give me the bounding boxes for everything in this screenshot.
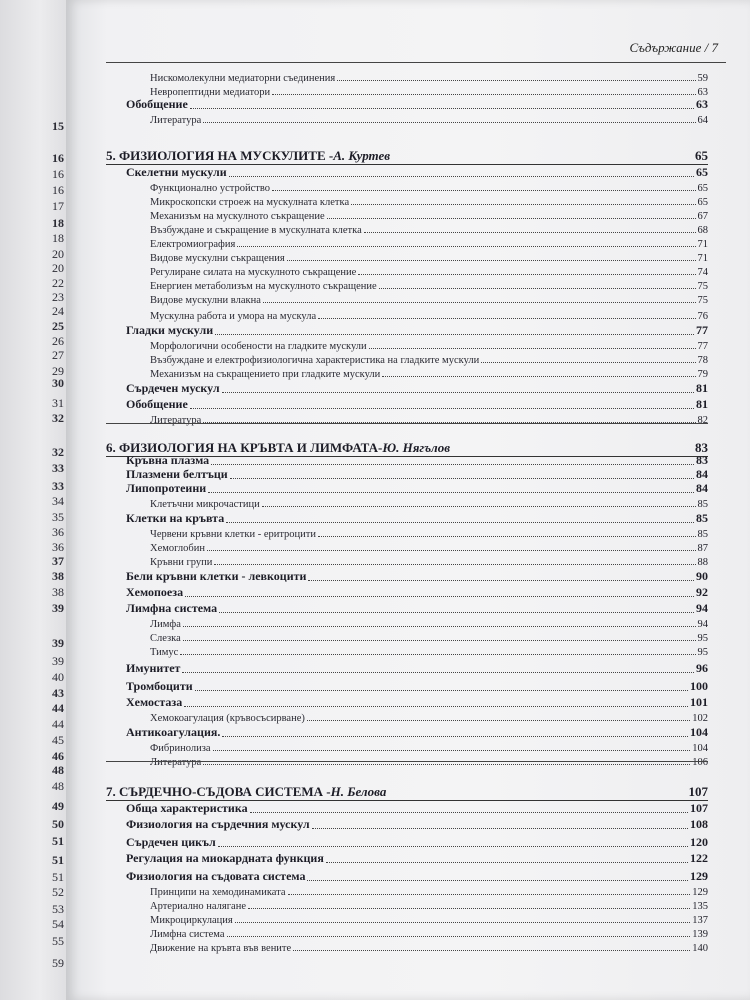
toc-leader-dots	[382, 376, 695, 377]
toc-entry-title: Обобщение	[126, 397, 188, 411]
left-page-number: 36	[52, 525, 64, 539]
book-page	[66, 0, 750, 1000]
toc-leader-dots	[481, 362, 695, 363]
toc-page-number: 104	[690, 725, 708, 739]
toc-page-number: 75	[697, 281, 708, 292]
left-page-number: 24	[52, 304, 64, 318]
toc-leader-dots	[337, 80, 695, 81]
toc-page-number: 81	[696, 381, 708, 395]
left-page-number: 16	[52, 167, 64, 181]
toc-section-entry[interactable]	[106, 850, 708, 866]
toc-leader-dots	[214, 564, 695, 565]
left-page-number: 32	[52, 411, 64, 425]
toc-page-number: 94	[696, 601, 708, 615]
left-page-number: 48	[52, 779, 64, 793]
left-page-number: 17	[52, 199, 64, 213]
toc-subsection-entry[interactable]	[106, 110, 708, 126]
toc-page-number: 71	[697, 239, 708, 250]
toc-page-number: 129	[690, 869, 708, 883]
toc-page-number: 104	[692, 743, 708, 754]
toc-leader-dots	[364, 232, 696, 233]
left-page-number: 59	[52, 956, 64, 970]
toc-entry-title: Микроциркулация	[150, 915, 233, 926]
toc-entry-title: Литература	[150, 757, 202, 768]
chapter-divider	[106, 761, 708, 762]
toc-page-number: 59	[697, 73, 708, 84]
left-page-number: 39	[52, 636, 64, 650]
toc-entry-title: Обща характеристика	[126, 801, 248, 815]
toc-entry-title: Литература	[150, 115, 202, 126]
left-page-number: 18	[52, 216, 64, 230]
toc-chapter-entry[interactable]	[106, 148, 708, 165]
toc-page-number: 81	[696, 397, 708, 411]
left-page-number: 34	[52, 494, 64, 508]
toc-leader-dots	[272, 190, 696, 191]
toc-leader-dots	[351, 204, 695, 205]
toc-entry-title: Лимфна система	[150, 929, 225, 940]
toc-page-number: 95	[697, 647, 708, 658]
toc-entry-title: Принципи на хемодинамиката	[150, 887, 286, 898]
toc-section-entry[interactable]	[106, 568, 708, 584]
toc-leader-dots	[185, 596, 694, 597]
toc-leader-dots	[250, 812, 688, 813]
left-page-number: 26	[52, 334, 64, 348]
toc-entry-title: Гладки мускули	[126, 323, 214, 337]
toc-leader-dots	[215, 334, 694, 335]
left-page-number: 51	[52, 870, 64, 884]
left-page-number: 23	[52, 290, 64, 304]
toc-page-number: 96	[696, 661, 708, 675]
toc-entry-title: Лимфна система	[126, 601, 218, 615]
toc-page-number: 107	[690, 801, 708, 815]
toc-leader-dots	[203, 122, 695, 123]
toc-page-number: 95	[697, 633, 708, 644]
toc-leader-dots	[180, 654, 695, 655]
left-page-number: 29	[52, 364, 64, 378]
left-page-number: 50	[52, 817, 64, 831]
left-page-number: 33	[52, 461, 64, 475]
toc-page-number: 101	[690, 695, 708, 709]
toc-entry-title: Бели кръвни клетки - левкоцити	[126, 569, 307, 583]
toc-entry-title: Клетки на кръвта	[126, 511, 225, 525]
toc-entry-title: 6. ФИЗИОЛОГИЯ НА КРЪВТА И ЛИМФАТА-	[106, 440, 383, 455]
toc-page-number: 77	[697, 341, 708, 352]
toc-page-number: 84	[696, 481, 708, 495]
toc-page-number: 139	[692, 929, 708, 940]
toc-entry-title: Възбуждане и съкращение в мускулната клетка	[150, 225, 362, 236]
toc-page-number: 135	[692, 901, 708, 912]
toc-leader-dots	[184, 706, 688, 707]
toc-entry-title: Скелетни мускули	[126, 165, 227, 179]
left-page-number: 53	[52, 902, 64, 916]
left-page-number: 31	[52, 396, 64, 410]
toc-page-number: 63	[697, 87, 708, 98]
toc-entry-title: Антикоагулация.	[126, 725, 221, 739]
left-page-number: 25	[52, 319, 64, 333]
left-page-number: 20	[52, 247, 64, 261]
left-page-number: 43	[52, 686, 64, 700]
toc-entry-title: Хемостаза	[126, 695, 183, 709]
toc-page-number: 78	[697, 355, 708, 366]
toc-leader-dots	[318, 318, 695, 319]
left-page-number: 55	[52, 934, 64, 948]
toc-page-number: 85	[696, 511, 708, 525]
toc-page-number: 129	[692, 887, 708, 898]
toc-page-number: 83	[696, 453, 708, 467]
toc-leader-dots	[190, 408, 694, 409]
toc-leader-dots	[263, 302, 696, 303]
toc-leader-dots	[227, 936, 691, 937]
toc-entry-title: Регулация на миокардната функция	[126, 851, 324, 865]
toc-entry-title: Физиология на сърдечния мускул	[126, 817, 310, 831]
toc-leader-dots	[237, 246, 695, 247]
toc-page-number: 74	[697, 267, 708, 278]
toc-leader-dots	[183, 626, 696, 627]
toc-entry-title: Обобщение	[126, 97, 188, 111]
toc-page-number: 87	[697, 543, 708, 554]
toc-leader-dots	[213, 750, 691, 751]
toc-leader-dots	[235, 922, 690, 923]
toc-page-number: 65	[697, 183, 708, 194]
left-page-number: 54	[52, 917, 64, 931]
toc-entry-title: Видове мускулни съкращения	[150, 253, 285, 264]
toc-page-number: 88	[697, 557, 708, 568]
toc-leader-dots	[318, 536, 695, 537]
toc-leader-dots	[358, 274, 695, 275]
toc-subsection-entry[interactable]	[106, 552, 708, 568]
toc-page-number: 71	[697, 253, 708, 264]
toc-entry-title: Морфологични особености на гладките мускули	[150, 341, 367, 352]
toc-leader-dots	[226, 522, 694, 523]
left-page-number: 32	[52, 445, 64, 459]
toc-leader-dots	[288, 894, 691, 895]
toc-leader-dots	[293, 950, 690, 951]
toc-entry-title: Клетъчни микрочастици	[150, 499, 260, 510]
toc-section-entry[interactable]	[106, 816, 708, 832]
toc-section-entry[interactable]	[106, 800, 708, 816]
left-page-number: 46	[52, 749, 64, 763]
toc-page-number: 75	[697, 295, 708, 306]
left-page-number: 35	[52, 510, 64, 524]
left-page-number: 51	[52, 853, 64, 867]
toc-page-number: 65	[695, 148, 708, 163]
toc-page-number: 92	[696, 585, 708, 599]
toc-page-number: 63	[696, 97, 708, 111]
toc-leader-dots	[229, 176, 694, 177]
toc-leader-dots	[312, 828, 688, 829]
toc-section-entry[interactable]	[106, 834, 708, 850]
left-page-number: 16	[52, 151, 64, 165]
toc-entry-title: Плазмени белтъци	[126, 467, 228, 481]
toc-page-number: 83	[695, 440, 708, 455]
toc-leader-dots	[195, 690, 688, 691]
toc-page-number: 107	[688, 784, 708, 799]
toc-entry-title: Литература	[150, 415, 202, 426]
toc-subsection-entry[interactable]	[106, 642, 708, 658]
toc-leader-dots	[379, 288, 696, 289]
left-page-number: 22	[52, 276, 64, 290]
toc-page-number: 90	[696, 569, 708, 583]
toc-chapter-entry[interactable]	[106, 784, 708, 801]
toc-section-entry[interactable]	[106, 584, 708, 600]
left-page-number: 16	[52, 183, 64, 197]
toc-entry-title: Механизъм на съкращението при гладките мускули	[150, 369, 381, 380]
left-page-number: 39	[52, 601, 64, 615]
toc-entry-title: Хемокоагулация (кръвосъсирване)	[150, 713, 305, 724]
toc-page-number: 140	[692, 943, 708, 954]
toc-entry-title: Микроскопски строеж на мускулната клетка	[150, 197, 350, 208]
toc-entry-title: Кръвна плазма	[126, 453, 210, 467]
toc-entry-title: Хемопоеза	[126, 585, 184, 599]
toc-leader-dots	[211, 464, 694, 465]
toc-page-number: 76	[697, 311, 708, 322]
toc-entry-title: Фибринолиза	[150, 743, 211, 754]
toc-leader-dots	[203, 764, 690, 765]
left-page-number: 38	[52, 569, 64, 583]
toc-page-number: 84	[696, 467, 708, 481]
toc-entry-title: Кръвни групи	[150, 557, 213, 568]
toc-entry-title: Липопротеини	[126, 481, 207, 495]
toc-entry-title: Възбуждане и електрофизиологична характеристика на гладките мускули	[150, 355, 480, 366]
left-page-number: 33	[52, 479, 64, 493]
toc-leader-dots	[190, 108, 694, 109]
left-page-edge	[0, 0, 72, 1000]
toc-page-number: 85	[697, 529, 708, 540]
toc-entry-title: Невропептидни медиатори	[150, 87, 271, 98]
toc-entry-title: Лимфа	[150, 619, 181, 630]
toc-page-number: 85	[697, 499, 708, 510]
left-page-number: 40	[52, 670, 64, 684]
toc-leader-dots	[207, 550, 696, 551]
toc-leader-dots	[369, 348, 696, 349]
toc-subsection-entry[interactable]	[106, 494, 708, 510]
toc-leader-dots	[327, 218, 696, 219]
toc-page-number: 137	[692, 915, 708, 926]
toc-leader-dots	[307, 720, 690, 721]
toc-entry-title: Тимус	[150, 647, 179, 658]
toc-page-number: 82	[697, 415, 708, 426]
toc-page-number: 65	[696, 165, 708, 179]
toc-entry-title: Имунитет	[126, 661, 181, 675]
toc-entry-title: Механизъм на мускулното съкращение	[150, 211, 325, 222]
toc-entry-title: Видове мускулни влакна	[150, 295, 261, 306]
toc-entry-title: 7. СЪРДЕЧНО-СЪДОВА СИСТЕМА -	[106, 784, 331, 799]
toc-entry-title: Физиология на съдовата система	[126, 869, 306, 883]
toc-subsection-entry[interactable]	[106, 364, 708, 380]
left-page-number: 37	[52, 554, 64, 568]
left-page-number: 49	[52, 799, 64, 813]
toc-leader-dots	[183, 640, 696, 641]
left-page-number: 39	[52, 654, 64, 668]
toc-entry-author: Н. Белова	[330, 784, 387, 799]
toc-entry-title: Мускулна работа и умора на мускула	[150, 311, 317, 322]
left-page-number: 45	[52, 733, 64, 747]
left-page-number: 38	[52, 585, 64, 599]
toc-leader-dots	[208, 492, 694, 493]
toc-page-number: 77	[696, 323, 708, 337]
toc-page-number: 68	[697, 225, 708, 236]
toc-subsection-entry[interactable]	[106, 938, 708, 954]
toc-section-entry[interactable]	[106, 678, 708, 694]
toc-page-number: 108	[690, 817, 708, 831]
toc-page-number: 67	[697, 211, 708, 222]
header-title: Съдържание / 7	[629, 40, 718, 55]
toc-entry-title: Движение на кръвта във вените	[150, 943, 292, 954]
toc-subsection-entry[interactable]	[106, 290, 708, 306]
toc-leader-dots	[219, 612, 694, 613]
toc-entry-title: Червени кръвни клетки - еритроцити	[150, 529, 317, 540]
toc-page-number: 64	[697, 115, 708, 126]
toc-page-number: 102	[692, 713, 708, 724]
left-page-number: 30	[52, 376, 64, 390]
toc-leader-dots	[272, 94, 695, 95]
toc-leader-dots	[262, 506, 696, 507]
chapter-divider	[106, 423, 708, 424]
toc-leader-dots	[287, 260, 696, 261]
left-page-number: 15	[52, 119, 64, 133]
toc-leader-dots	[230, 478, 694, 479]
toc-entry-title: Нискомолекулни медиаторни съединения	[150, 73, 336, 84]
toc-section-entry[interactable]	[106, 660, 708, 676]
toc-entry-title: Регулиране силата на мускулното съкращение	[150, 267, 357, 278]
toc-entry-title: Артериално налягане	[150, 901, 246, 912]
toc-entry-title: Електромиография	[150, 239, 236, 250]
toc-leader-dots	[218, 846, 688, 847]
left-page-number: 52	[52, 885, 64, 899]
toc-entry-title: Енергиен метаболизъм на мускулното съкращение	[150, 281, 377, 292]
toc-page-number: 120	[690, 835, 708, 849]
toc-entry-title: Тромбоцити	[126, 679, 193, 693]
toc-entry-title: Хемоглобин	[150, 543, 205, 554]
toc-page-number: 65	[697, 197, 708, 208]
left-page-number: 44	[52, 701, 64, 715]
left-page-number: 36	[52, 540, 64, 554]
toc-page-number: 79	[697, 369, 708, 380]
toc-leader-dots	[182, 672, 694, 673]
toc-leader-dots	[307, 880, 688, 881]
running-header	[106, 40, 726, 63]
toc-subsection-entry[interactable]	[106, 306, 708, 322]
toc-subsection-entry[interactable]	[106, 752, 708, 768]
toc-leader-dots	[222, 392, 694, 393]
left-page-number: 51	[52, 834, 64, 848]
toc-subsection-entry[interactable]	[106, 708, 708, 724]
toc-entry-title: Слезка	[150, 633, 181, 644]
toc-entry-author: Ю. Нягълов	[382, 440, 451, 455]
toc-entry-author: А. Куртев	[333, 148, 391, 163]
toc-section-entry[interactable]	[106, 380, 708, 396]
left-page-number: 44	[52, 717, 64, 731]
toc-entry-title: Сърдечен цикъл	[126, 835, 216, 849]
left-page-number: 18	[52, 231, 64, 245]
left-page-number: 20	[52, 261, 64, 275]
toc-leader-dots	[222, 736, 688, 737]
toc-leader-dots	[248, 908, 690, 909]
toc-page-number: 106	[692, 757, 708, 768]
toc-entry-title: Функционално устройство	[150, 183, 270, 194]
toc-entry-title: Сърдечен мускул	[126, 381, 220, 395]
toc-leader-dots	[326, 862, 688, 863]
toc-page-number: 100	[690, 679, 708, 693]
toc-leader-dots	[308, 580, 694, 581]
left-page-number: 48	[52, 763, 64, 777]
toc-page-number: 94	[697, 619, 708, 630]
left-page-number: 27	[52, 348, 64, 362]
toc-entry-title: 5. ФИЗИОЛОГИЯ НА МУСКУЛИТЕ -	[106, 148, 334, 163]
toc-page-number: 122	[690, 851, 708, 865]
